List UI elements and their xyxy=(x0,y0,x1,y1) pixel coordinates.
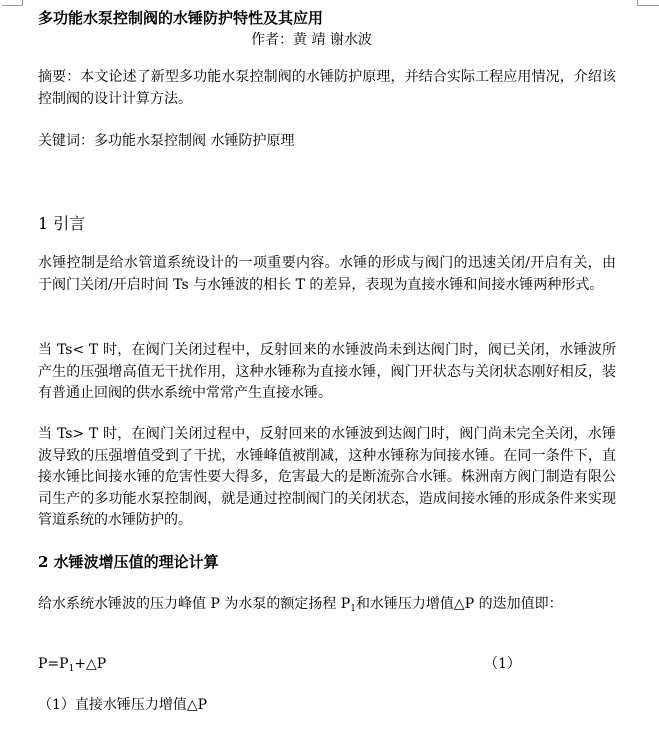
subsection-1-heading: （1）直接水锤压力增值△P xyxy=(38,697,208,713)
crop-mark-top-right-v xyxy=(637,0,638,6)
section1-paragraph-1: 水锤控制是给水管道系统设计的一项重要内容。水锤的形成与阀门的迅速关闭/开启有关，由于阀门关闭/开启时间 Ts 与水锤波的相长 T 的差异，表现为直接水锤和间接水锤两种形式。 xyxy=(38,255,616,293)
section2-paragraph-1 xyxy=(38,594,616,621)
crop-mark-top-left-h xyxy=(2,5,22,6)
section2-paragraph-1-a: 给水系统水锤波的压力峰值 P 为水泵的额定扬程 P xyxy=(38,596,351,612)
crop-mark-top-left-v xyxy=(22,0,23,6)
equation-1-b: +△P xyxy=(74,656,107,672)
document-title: 多功能水泵控制阀的水锤防护特性及其应用 xyxy=(38,9,324,27)
equation-1 xyxy=(38,654,616,679)
section1-heading: 1 引言 xyxy=(38,214,86,233)
equation-1-a: P=P xyxy=(38,656,69,672)
section1-paragraph-3: 当 Ts> T 时，在阀门关闭过程中，反射回来的水锤波到达阀门时，阀门尚未完全关闭，水锤波导致的压强增值受到了干扰，水锤峰值被削减，这种水锤称为间接水锤。在同一条件下，直接水锤比间接水锤的危害性要大得多，危害最大的是断流弥合水锤。株洲南方阀门制造有限公司生产的多功能水泵控制阀，就是通过控制阀门的关闭状态，造成间接水锤的形成条件来实现管道系统的水锤防护的。 xyxy=(38,426,616,528)
document-authors: 作者：黄 靖 谢水波 xyxy=(251,32,372,48)
keywords: 关键词：多功能水泵控制阀 水锤防护原理 xyxy=(38,133,295,149)
section2-paragraph-1-subscript: 1 xyxy=(350,604,356,614)
section2-heading: 2 水锤波增压值的理论计算 xyxy=(38,553,219,571)
equation-1-number: （1） xyxy=(484,656,521,672)
equation-1-subscript: 1 xyxy=(68,664,75,674)
section2-paragraph-1-b: 和水锤压力增值△P 的迭加值即： xyxy=(355,596,563,612)
section1-paragraph-2: 当 Ts< T 时，在阀门关闭过程中，反射回来的水锤波尚未到达阀门时，阀已关闭，水锤波所产生的压强增高值无干扰作用，这种水锤称为直接水锤，阀门开状态与关闭状态刚好相反，装有普通止回阀的供水系统中常常产生直接水锤。 xyxy=(38,342,616,401)
abstract: 摘要：本文论述了新型多功能水泵控制阀的水锤防护原理，并结合实际工程应用情况，介绍该控制阀的设计计算方法。 xyxy=(38,69,616,107)
crop-mark-top-right-h xyxy=(637,5,659,6)
